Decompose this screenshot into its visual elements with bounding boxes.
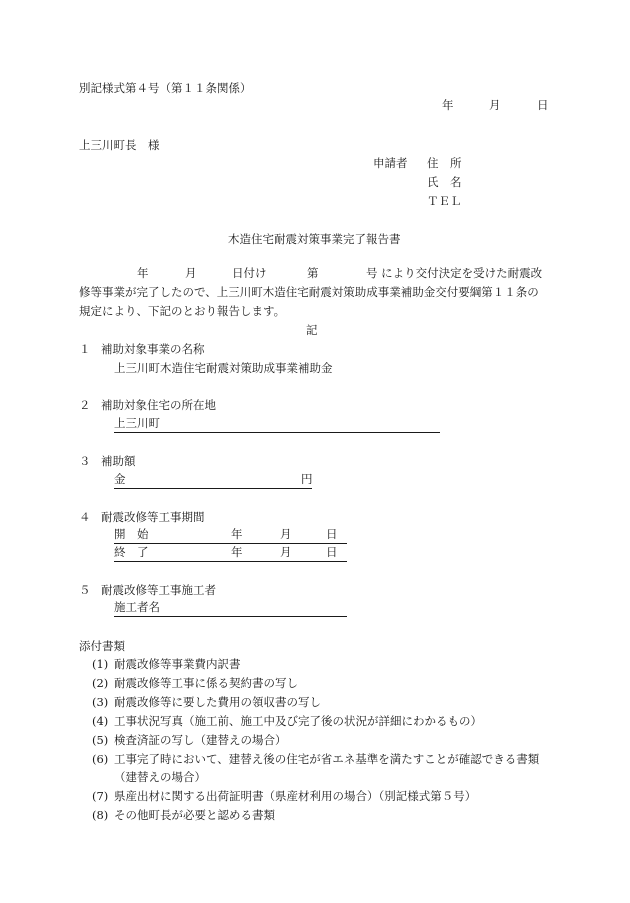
item-label: 耐震改修等工事期間	[101, 510, 205, 524]
amount-suffix: 円	[301, 472, 313, 486]
date-month: 月	[489, 98, 501, 112]
attachment-number: (6)	[92, 752, 109, 766]
attachment-number: (7)	[92, 789, 109, 803]
attachment-text: 検査済証の写し（建替えの場合）	[114, 733, 287, 747]
contractor-field[interactable]	[114, 602, 347, 617]
amount-prefix: 金	[114, 472, 126, 486]
item-value: 施工者名	[114, 600, 160, 614]
attachment-text-cont: （建替えの場合）	[114, 770, 206, 784]
period-end-field[interactable]	[114, 547, 347, 562]
body-line3: 規定により、下記のとおり報告します。	[79, 304, 286, 318]
period-year: 年	[231, 527, 243, 541]
document-title: 木造住宅耐震対策事業完了報告書	[228, 232, 401, 246]
applicant-label: 申請者	[373, 156, 408, 170]
attachment-text: その他町長が必要と認める書類	[114, 808, 275, 822]
period-day: 日	[326, 545, 338, 559]
period-row-label: 終 了	[114, 545, 149, 559]
attachment-number: (4)	[92, 714, 109, 728]
body-month: 月	[185, 266, 197, 280]
period-year: 年	[231, 545, 243, 559]
item-number: ５	[79, 583, 91, 597]
period-day: 日	[326, 527, 338, 541]
attachment-text: 工事完了時において、建替え後の住宅が省エネ基準を満たすことが確認できる書類	[114, 752, 540, 766]
amount-field[interactable]	[114, 474, 312, 489]
attachments-heading: 添付書類	[79, 639, 125, 653]
item-number: ３	[79, 454, 91, 468]
body-day: 日付け	[232, 266, 267, 280]
item-number: ２	[79, 398, 91, 412]
item-value: 上三川町	[114, 416, 160, 430]
period-month: 月	[280, 545, 292, 559]
attachment-number: (3)	[92, 695, 109, 709]
item-number: ４	[79, 510, 91, 524]
item-label: 耐震改修等工事施工者	[101, 583, 216, 597]
date-day: 日	[537, 98, 549, 112]
applicant-address: 住 所	[427, 156, 462, 170]
attachment-text: 耐震改修等事業費内訳書	[114, 657, 241, 671]
period-row-label: 開 始	[114, 527, 149, 541]
period-start-field[interactable]	[114, 529, 347, 544]
address-field[interactable]	[114, 418, 440, 433]
body-dai: 第	[307, 266, 319, 280]
attachment-text: 耐震改修等に要した費用の領収書の写し	[114, 695, 321, 709]
item-label: 補助対象住宅の所在地	[101, 398, 216, 412]
item-label: 補助額	[101, 454, 136, 468]
body-year: 年	[137, 266, 149, 280]
attachment-number: (5)	[92, 733, 109, 747]
attachment-text: 耐震改修等工事に係る契約書の写し	[114, 676, 298, 690]
attachment-number: (1)	[92, 657, 109, 671]
attachment-text: 県産出材に関する出荷証明書（県産材利用の場合）（別記様式第５号）	[114, 789, 477, 803]
date-year: 年	[442, 98, 454, 112]
applicant-tel: ＴＥＬ	[427, 194, 462, 208]
form-id: 別記様式第４号（第１１条関係）	[79, 81, 252, 95]
body-line2: 修等事業が完了したので、上三川町木造住宅耐震対策助成事業補助金交付要綱第１１条の	[79, 285, 539, 299]
item-value: 上三川町木造住宅耐震対策助成事業補助金	[114, 361, 333, 375]
period-month: 月	[280, 527, 292, 541]
attachment-number: (2)	[92, 676, 109, 690]
attachment-text: 工事状況写真（施工前、施工中及び完了後の状況が詳細にわかるもの）	[114, 714, 482, 728]
item-label: 補助対象事業の名称	[101, 342, 205, 356]
attachment-number: (8)	[92, 808, 109, 822]
ki-heading: 記	[306, 323, 318, 337]
body-go: 号 により交付決定を受けた耐震改	[366, 266, 543, 280]
applicant-name: 氏 名	[427, 175, 462, 189]
item-number: １	[79, 342, 91, 356]
addressee: 上三川町長 様	[79, 138, 160, 152]
